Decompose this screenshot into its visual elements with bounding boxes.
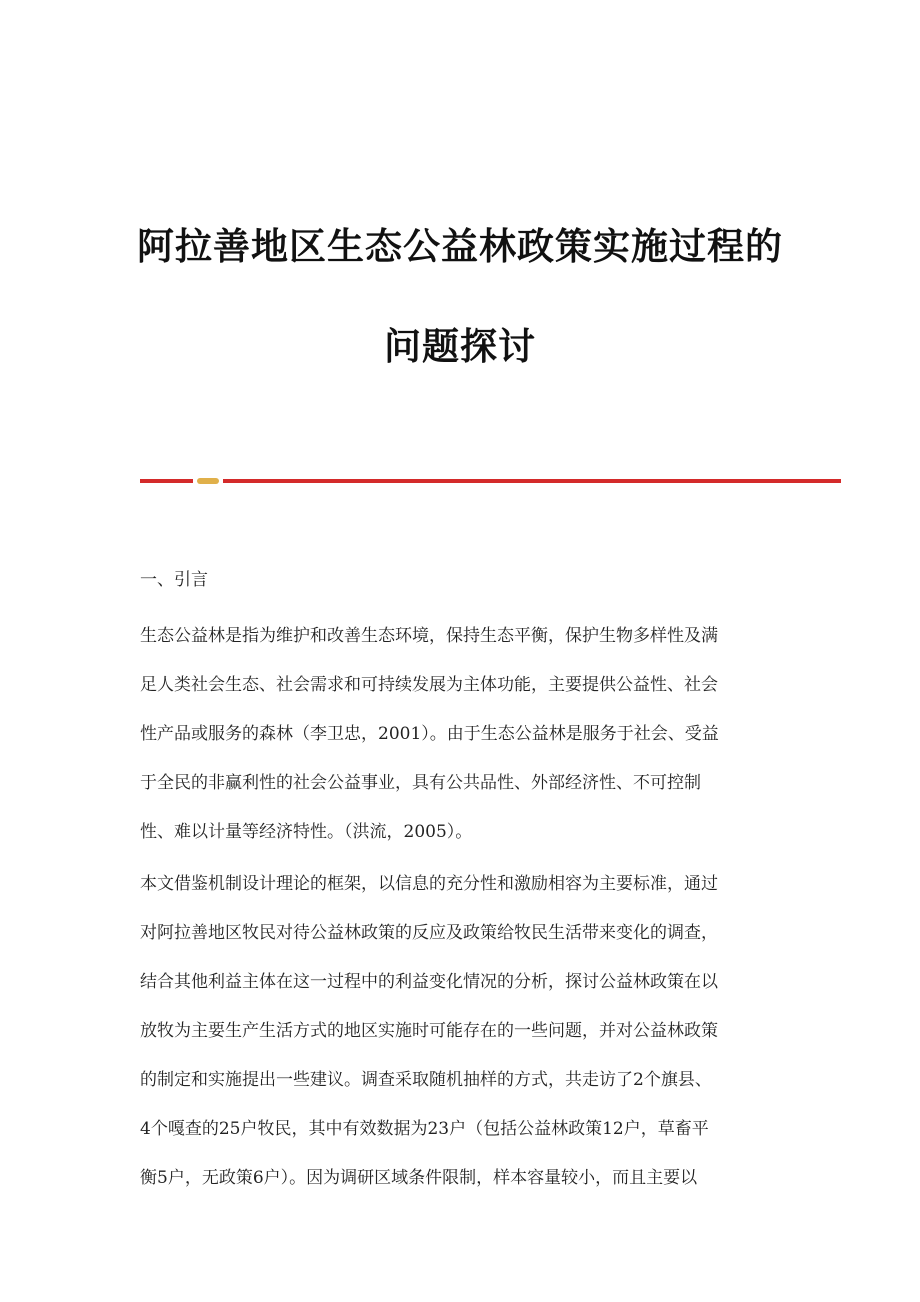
- paragraph-line: 生态公益林是指为维护和改善生态环境，保持生态平衡，保护生物多样性及满: [140, 626, 718, 646]
- paragraph-1: [140, 624, 780, 869]
- paragraph-line: 4个嘎查的25户牧民，其中有效数据为23户（包括公益林政策12户，草畜平: [140, 1119, 709, 1139]
- paragraph-line: 本文借鉴机制设计理论的框架，以信息的充分性和激励相容为主要标准，通过: [140, 874, 718, 894]
- divider-left-segment: [140, 479, 193, 483]
- section-heading: 一、引言: [140, 570, 208, 590]
- document-title-line-2: 问题探讨: [384, 325, 536, 368]
- paragraph-line: 的制定和实施提出一些建议。调查采取随机抽样的方式，共走访了2个旗县、: [140, 1070, 712, 1090]
- paragraph-line: 对阿拉善地区牧民对待公益林政策的反应及政策给牧民生活带来变化的调查，: [140, 923, 718, 943]
- paragraph-line: 放牧为主要生产生活方式的地区实施时可能存在的一些问题，并对公益林政策: [140, 1021, 718, 1041]
- paragraph-line: 性、难以计量等经济特性。（洪流，2005）。: [140, 822, 473, 842]
- paragraph-2: [140, 872, 780, 1215]
- document-title-line-1: 阿拉善地区生态公益林政策实施过程的: [137, 225, 783, 268]
- paragraph-line: 于全民的非赢利性的社会公益事业，具有公共品性、外部经济性、不可控制: [140, 773, 701, 793]
- title-divider: [140, 478, 841, 484]
- divider-ornament-icon: [197, 478, 219, 484]
- paragraph-line: 衡5户，无政策6户）。因为调研区域条件限制，样本容量较小，而且主要以: [140, 1168, 698, 1188]
- paragraph-line: 性产品或服务的森林（李卫忠，2001）。由于生态公益林是服务于社会、受益: [140, 724, 719, 744]
- paragraph-line: 结合其他利益主体在这一过程中的利益变化情况的分析，探讨公益林政策在以: [140, 972, 718, 992]
- paragraph-line: 足人类社会生态、社会需求和可持续发展为主体功能，主要提供公益性、社会: [140, 675, 718, 695]
- divider-right-segment: [223, 479, 841, 483]
